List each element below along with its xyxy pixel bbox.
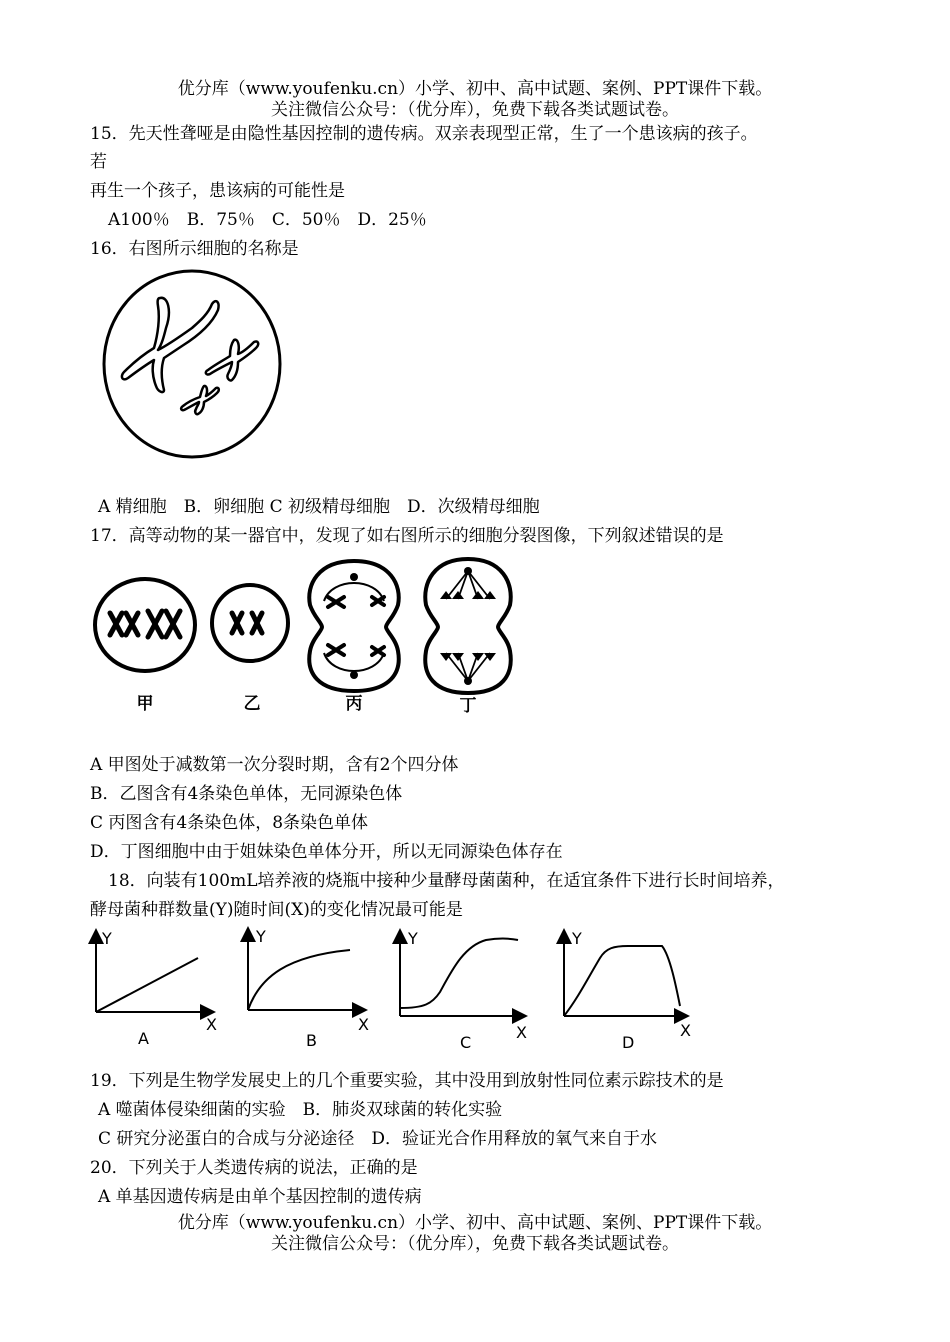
header-line-1: 优分库（www.youfenku.cn）小学、初中、高中试题、案例、PPT课件下载。	[177, 79, 773, 99]
graph-d-y-label: Y	[572, 929, 582, 948]
curve-d	[564, 946, 680, 1016]
chromosome-medium	[206, 340, 258, 381]
cell-bing	[309, 561, 398, 714]
footer-line-1: 优分库（www.youfenku.cn）小学、初中、高中试题、案例、PPT课件下载。	[177, 1213, 773, 1233]
graph-b-y-label: Y	[256, 927, 266, 946]
q16-options: A 精细胞 B．卵细胞 C 初级精母细胞 D．次级精母细胞	[98, 497, 540, 517]
fig-label-yi: 乙	[243, 694, 261, 714]
q15-options: A100％ B．75％ C．50％ D．25％	[108, 210, 427, 230]
q17-stem: 17．高等动物的某一器官中，发现了如右图所示的细胞分裂图像，下列叙述错误的是	[90, 526, 724, 546]
curve-b	[248, 950, 350, 1010]
chromosome-small	[181, 386, 219, 414]
fig-label-jia: 甲	[136, 694, 154, 714]
q19-options-line-2: C 研究分泌蛋白的合成与分泌途径 D．验证光合作用释放的氧气来自于水	[98, 1129, 658, 1149]
graph-b-x-label: X	[358, 1015, 369, 1034]
graph-a-x-label: X	[206, 1015, 217, 1034]
graph-d-x-label: X	[680, 1021, 691, 1040]
q17-option-c: C 丙图含有4条染色体，8条染色单体	[90, 813, 369, 833]
q15-stem-line-3: 再生一个孩子，患该病的可能性是	[90, 181, 345, 201]
graph-d	[564, 929, 691, 1052]
header-line-2: 关注微信公众号：（优分库），免费下载各类试题试卷。	[271, 100, 679, 120]
graph-c	[400, 929, 527, 1052]
fig-label-bing: 丙	[345, 694, 363, 714]
q19-options-line-1: A 噬菌体侵染细菌的实验 B．肺炎双球菌的转化实验	[98, 1100, 503, 1120]
q20-stem: 20．下列关于人类遗传病的说法，正确的是	[90, 1158, 418, 1178]
q19-stem: 19．下列是生物学发展史上的几个重要实验，其中没用到放射性同位素示踪技术的是	[90, 1071, 724, 1091]
q15-stem-line-2: 若	[90, 152, 107, 172]
q17-option-a: A 甲图处于减数第一次分裂时期，含有2个四分体	[90, 755, 459, 775]
cell-jia	[95, 579, 195, 714]
graph-c-y-label: Y	[408, 929, 418, 948]
graph-c-label: C	[460, 1033, 472, 1052]
graph-a-y-label: Y	[102, 929, 112, 948]
graph-b	[248, 927, 369, 1050]
q17-cell-division-figures	[88, 555, 528, 723]
cell-yi	[212, 585, 288, 714]
footer-line-2: 关注微信公众号：（优分库），免费下载各类试题试卷。	[271, 1234, 679, 1254]
chromosome-large	[122, 298, 219, 392]
q18-growth-graphs	[88, 926, 708, 1056]
cell-ding	[425, 559, 510, 716]
q20-option-a: A 单基因遗传病是由单个基因控制的遗传病	[98, 1187, 422, 1207]
graph-a	[96, 929, 217, 1048]
q18-stem-line-2: 酵母菌种群数量(Y)随时间(X)的变化情况最可能是	[90, 900, 463, 920]
q16-cell-figure	[100, 266, 285, 462]
q15-stem-line-1: 15．先天性聋哑是由隐性基因控制的遗传病。双亲表现型正常，生了一个患该病的孩子。	[90, 124, 758, 144]
q17-option-b: B．乙图含有4条染色单体，无同源染色体	[90, 784, 403, 804]
graph-c-x-label: X	[516, 1023, 527, 1042]
q17-option-d: D．丁图细胞中由于姐妹染色单体分开，所以无同源染色体存在	[90, 842, 563, 862]
q16-stem: 16．右图所示细胞的名称是	[90, 239, 299, 259]
graph-b-label: B	[306, 1031, 317, 1050]
curve-c	[400, 939, 518, 1009]
q18-stem-line-1: 18．向装有100mL培养液的烧瓶中接种少量酵母菌菌种，在适宜条件下进行长时间培养，	[108, 871, 785, 891]
graph-a-label: A	[138, 1029, 149, 1048]
graph-d-label: D	[622, 1033, 635, 1052]
curve-a	[96, 958, 198, 1012]
fig-label-ding: 丁	[459, 696, 477, 716]
